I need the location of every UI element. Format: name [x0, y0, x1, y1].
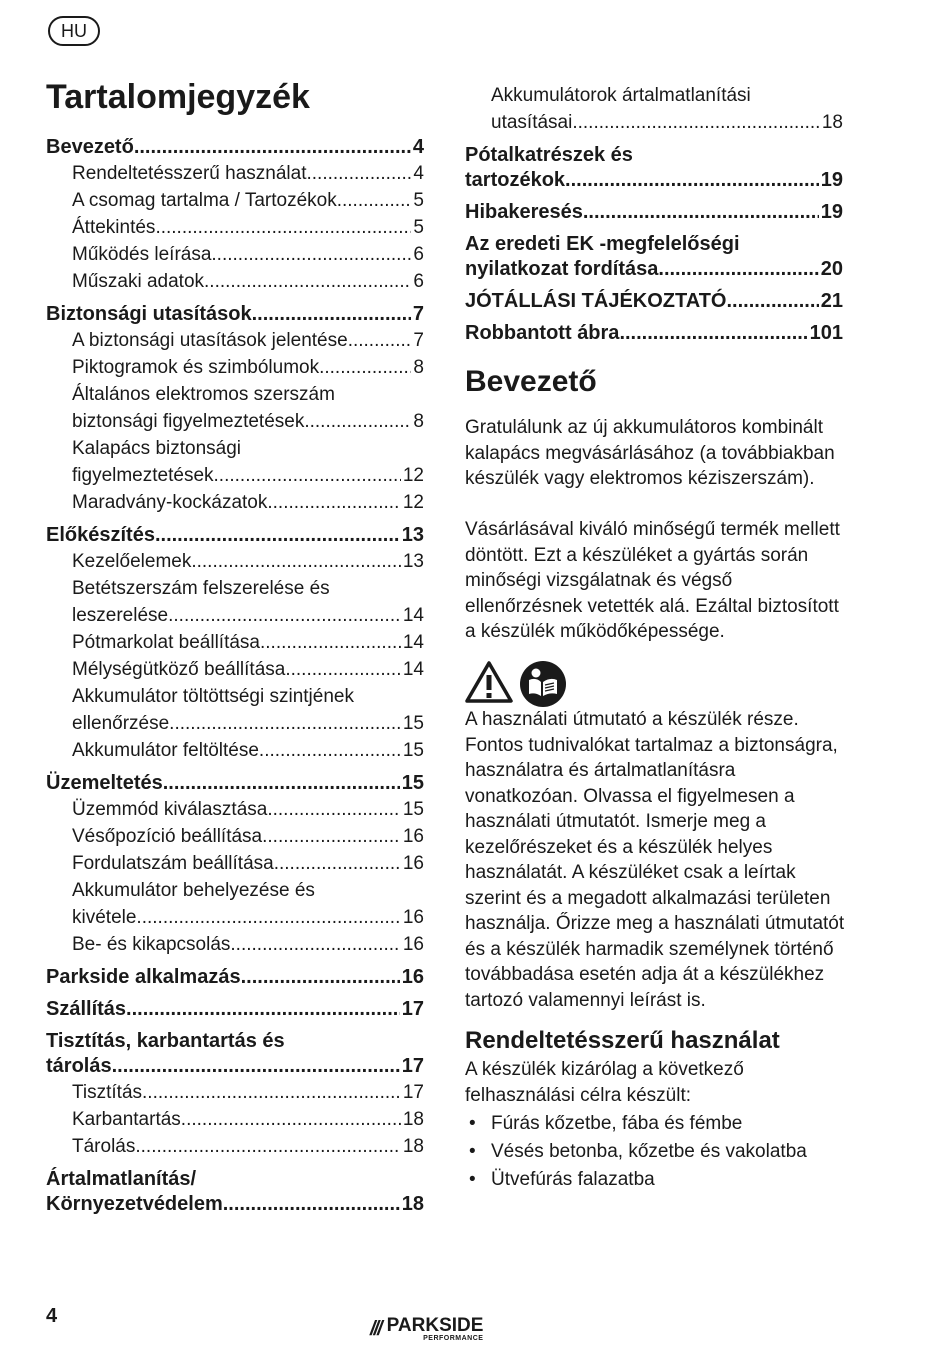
toc-entry-page: 101 [809, 322, 843, 344]
toc-entry-title: Bevezető [46, 136, 134, 158]
usage-text: A készülék kizárólag a következő felhasználási célra készült: [465, 1059, 744, 1106]
warning-icons [465, 660, 567, 708]
toc-entry [46, 302, 424, 327]
toc-entry [46, 160, 424, 187]
toc-entry [46, 327, 424, 354]
toc-entry-title: Vésőpozíció beállítása [72, 826, 263, 847]
toc-leader-dots [337, 187, 412, 214]
toc-entry-title: Parkside alkalmazás [46, 966, 241, 988]
toc-entry [46, 214, 424, 241]
toc-entry-title-line: Általános elektromos szerszám [72, 384, 335, 405]
toc-entry [46, 268, 424, 295]
toc-leader-dots [260, 629, 401, 656]
toc-entry-title: figyelmeztetések [72, 465, 214, 486]
toc-leader-dots [252, 302, 411, 327]
brand-name: PARKSIDE [386, 1315, 484, 1336]
toc-entry-page: 15 [401, 772, 424, 794]
toc-entry-title: Áttekintés [72, 217, 156, 238]
toc-left-column [46, 128, 424, 1217]
toc-entry-title: Műszaki adatok [72, 271, 205, 292]
toc-entry [46, 1167, 424, 1217]
toc-leader-dots [267, 489, 400, 516]
toc-entry-page: 20 [820, 258, 843, 280]
toc-entry-page: 13 [402, 551, 424, 572]
toc-entry [46, 931, 424, 958]
warning-triangle-icon [465, 660, 513, 704]
toc-leader-dots [168, 602, 401, 629]
toc-entry-page: 16 [401, 966, 424, 988]
toc-entry-page: 4 [413, 163, 424, 184]
toc-leader-dots [619, 321, 807, 346]
toc-entry-title: Robbantott ábra [465, 322, 620, 344]
toc-entry [46, 489, 424, 516]
toc-entry-title-line: Betétszerszám felszerelése és [72, 578, 330, 599]
toc-entry-page: 16 [402, 934, 424, 955]
toc-entry-title-line: Akkumulátorok ártalmatlanítási [491, 85, 751, 106]
list-item: • Fúrás kőzetbe, fába és fémbe [465, 1110, 845, 1138]
toc-entry-title: Mélységütköző beállítása [72, 659, 286, 680]
toc-title: Tartalomjegyzék [46, 78, 310, 116]
toc-entry-title: tartozékok [465, 169, 566, 191]
toc-entry-page: 13 [401, 524, 424, 546]
toc-entry [46, 1106, 424, 1133]
toc-entry-title: Üzemmód kiválasztása [72, 799, 268, 820]
toc-leader-dots [726, 289, 818, 314]
toc-entry-title: Piktogramok és szimbólumok [72, 357, 320, 378]
toc-leader-dots [230, 931, 400, 958]
toc-entry-title-line: Akkumulátor töltöttségi szintjének [72, 686, 354, 707]
toc-entry-title: Kezelőelemek [72, 551, 192, 572]
toc-entry-title-line: Kalapács biztonsági [72, 438, 241, 459]
read-manual-icon [519, 660, 567, 708]
toc-entry-title: Pótmarkolat beállítása [72, 632, 260, 653]
toc-leader-dots [181, 1106, 401, 1133]
toc-entry-title: biztonsági figyelmeztetések [72, 411, 305, 432]
language-badge: HU [48, 16, 100, 46]
toc-leader-dots [285, 656, 401, 683]
toc-leader-dots [583, 200, 819, 225]
toc-entry-title: Akkumulátor feltöltése [72, 740, 259, 761]
toc-entry [465, 232, 843, 282]
toc-leader-dots [163, 771, 400, 796]
toc-entry-title: tárolás [46, 1055, 112, 1077]
toc-entry [46, 548, 424, 575]
toc-entry-title-line: Tisztítás, karbantartás és [46, 1030, 285, 1052]
toc-entry-page: 14 [402, 659, 424, 680]
toc-entry-title-line: Akkumulátor behelyezése és [72, 880, 315, 901]
toc-entry [46, 629, 424, 656]
toc-entry-title: kivétele [72, 907, 137, 928]
usage-list [465, 1110, 845, 1194]
toc-entry-page: 5 [413, 190, 424, 211]
toc-leader-dots [259, 737, 401, 764]
toc-entry [46, 1029, 424, 1079]
intro-paragraph-1: Gratulálunk az új akkumulátoros kombinált kalapács megvásárlásához (a továbbiakban készülék vagy elektromos kéziszerszám). [465, 417, 835, 489]
toc-entry-title: Fordulatszám beállítása [72, 853, 274, 874]
toc-leader-dots [142, 1079, 401, 1106]
toc-entry-page: 15 [402, 713, 424, 734]
toc-entry-title: A csomag tartalma / Tartozékok [72, 190, 337, 211]
toc-entry [465, 82, 843, 136]
brand-subtitle: PERFORMANCE [423, 1335, 484, 1342]
toc-entry-page: 15 [402, 740, 424, 761]
toc-leader-dots [572, 109, 820, 136]
toc-leader-dots [214, 462, 401, 489]
toc-leader-dots [348, 327, 412, 354]
toc-entry [46, 187, 424, 214]
toc-leader-dots [658, 257, 818, 282]
toc-entry-title: ellenőrzése [72, 713, 170, 734]
toc-entry-page: 17 [401, 998, 424, 1020]
toc-leader-dots [241, 965, 400, 990]
toc-leader-dots [204, 268, 411, 295]
toc-leader-dots [169, 710, 401, 737]
toc-entry-title: Környezetvédelem [46, 1193, 223, 1215]
toc-entry-page: 19 [820, 201, 843, 223]
toc-leader-dots [126, 997, 400, 1022]
toc-entry [46, 850, 424, 877]
toc-entry [46, 656, 424, 683]
toc-entry-page: 14 [402, 632, 424, 653]
toc-leader-dots [565, 168, 819, 193]
toc-entry-page: 6 [413, 244, 424, 265]
toc-entry [46, 523, 424, 548]
toc-entry-page: 15 [402, 799, 424, 820]
toc-entry-title: nyilatkozat fordítása [465, 258, 659, 280]
toc-entry [46, 575, 424, 629]
toc-leader-dots [262, 823, 401, 850]
toc-entry-title: Tárolás [72, 1136, 136, 1157]
toc-entry [465, 321, 843, 346]
usage-title: Rendeltetésszerű használat [465, 1027, 780, 1054]
toc-entry [46, 683, 424, 737]
brand-logo [370, 1316, 483, 1342]
toc-entry [46, 1079, 424, 1106]
toc-leader-dots [155, 523, 400, 548]
toc-entry-page: 18 [401, 1193, 424, 1215]
toc-entry-title: Hibakeresés [465, 201, 583, 223]
toc-entry-title-line: Az eredeti EK -megfelelőségi [465, 233, 740, 255]
toc-entry-page: 12 [402, 465, 424, 486]
toc-entry-page: 16 [402, 826, 424, 847]
toc-entry [46, 997, 424, 1022]
toc-entry-title: Tisztítás [72, 1082, 143, 1103]
toc-entry [46, 796, 424, 823]
toc-entry [465, 143, 843, 193]
toc-leader-dots [211, 241, 411, 268]
toc-entry-page: 19 [820, 169, 843, 191]
toc-entry [46, 135, 424, 160]
toc-entry-page: 6 [413, 271, 424, 292]
toc-entry-title: Rendeltetésszerű használat [72, 163, 307, 184]
toc-leader-dots [136, 904, 400, 931]
toc-entry-page: 4 [412, 136, 424, 158]
toc-entry-title: utasításai [491, 112, 573, 133]
toc-entry [46, 381, 424, 435]
list-item: • Ütvefúrás falazatba [465, 1166, 845, 1194]
toc-leader-dots [135, 1133, 401, 1160]
toc-entry-page: 16 [402, 853, 424, 874]
toc-leader-dots [191, 548, 401, 575]
intro-paragraph-2: Vásárlásával kiváló minőségű termék mellett döntött. Ezt a készüléket a gyártás során minőségi vizsgálatnak és végső ellenőrzésnek vetették alá. Ezáltal biztosított a készülék működőképessége. [465, 519, 840, 642]
toc-entry-page: 17 [402, 1082, 424, 1103]
toc-entry-page: 5 [413, 217, 424, 238]
toc-entry [46, 771, 424, 796]
toc-entry-title: Maradvány-kockázatok [72, 492, 268, 513]
toc-entry-page: 14 [402, 605, 424, 626]
toc-leader-dots [134, 135, 411, 160]
toc-entry-page: 17 [401, 1055, 424, 1077]
toc-leader-dots [155, 214, 411, 241]
toc-leader-dots [223, 1192, 400, 1217]
intro-paragraph-3: A használati útmutató a készülék része. Fontos tudnivalókat tartalmaz a biztonságra, használatra és ártalmatlanításra vonatkozóan. Olvassa el figyelmesen a használati útmutatót. Ismerje meg a kezelőrészeket és a készülék helyes használatát. A készüléket csak a leírtak szerint és a megadott alkalmazási területen használja. Őrizze meg a használati útmutatót és a készülék harmadik személynek történő továbbadása esetén adja át a készülékhez tartozó valamennyi leírást is. [465, 709, 845, 1011]
toc-entry-title: leszerelése [72, 605, 169, 626]
toc-entry-title-line: Pótalkatrészek és [465, 144, 633, 166]
toc-entry-title: Biztonsági utasítások [46, 303, 252, 325]
toc-entry [465, 289, 843, 314]
toc-entry-page: 8 [413, 411, 424, 432]
toc-leader-dots [319, 354, 411, 381]
toc-entry-page: 7 [413, 330, 424, 351]
toc-entry-title: Előkészítés [46, 524, 155, 546]
toc-entry [46, 354, 424, 381]
toc-entry-page: 8 [413, 357, 424, 378]
toc-entry-title: A biztonsági utasítások jelentése [72, 330, 348, 351]
toc-entry [46, 435, 424, 489]
page-number: 4 [46, 1305, 58, 1327]
toc-entry-title: Üzemeltetés [46, 772, 163, 794]
toc-leader-dots [267, 796, 401, 823]
toc-entry-page: 21 [820, 290, 843, 312]
toc-entry [46, 1133, 424, 1160]
toc-entry-title: Működés leírása [72, 244, 212, 265]
toc-entry-page: 18 [402, 1136, 424, 1157]
toc-entry-page: 12 [402, 492, 424, 513]
toc-entry-title: Karbantartás [72, 1109, 181, 1130]
toc-entry [46, 241, 424, 268]
brand-slashes-icon: /// [370, 1317, 381, 1340]
toc-entry-title: JÓTÁLLÁSI TÁJÉKOZTATÓ [465, 290, 727, 312]
toc-entry [46, 965, 424, 990]
toc-leader-dots [112, 1054, 400, 1079]
toc-entry-page: 18 [402, 1109, 424, 1130]
toc-entry-page: 7 [412, 303, 424, 325]
intro-title: Bevezető [465, 365, 597, 398]
toc-entry [46, 877, 424, 931]
list-item: • Vésés betonba, kőzetbe és vakolatba [465, 1138, 845, 1166]
toc-leader-dots [304, 408, 411, 435]
toc-entry-title: Be- és kikapcsolás [72, 934, 231, 955]
toc-entry [465, 200, 843, 225]
toc-entry-title-line: Ártalmatlanítás/ [46, 1168, 197, 1190]
toc-entry-title: Szállítás [46, 998, 127, 1020]
toc-leader-dots [306, 160, 411, 187]
toc-entry-page: 16 [402, 907, 424, 928]
toc-leader-dots [274, 850, 401, 877]
toc-entry [46, 737, 424, 764]
toc-entry-page: 18 [821, 112, 843, 133]
toc-entry [46, 823, 424, 850]
toc-right-column [465, 82, 843, 346]
